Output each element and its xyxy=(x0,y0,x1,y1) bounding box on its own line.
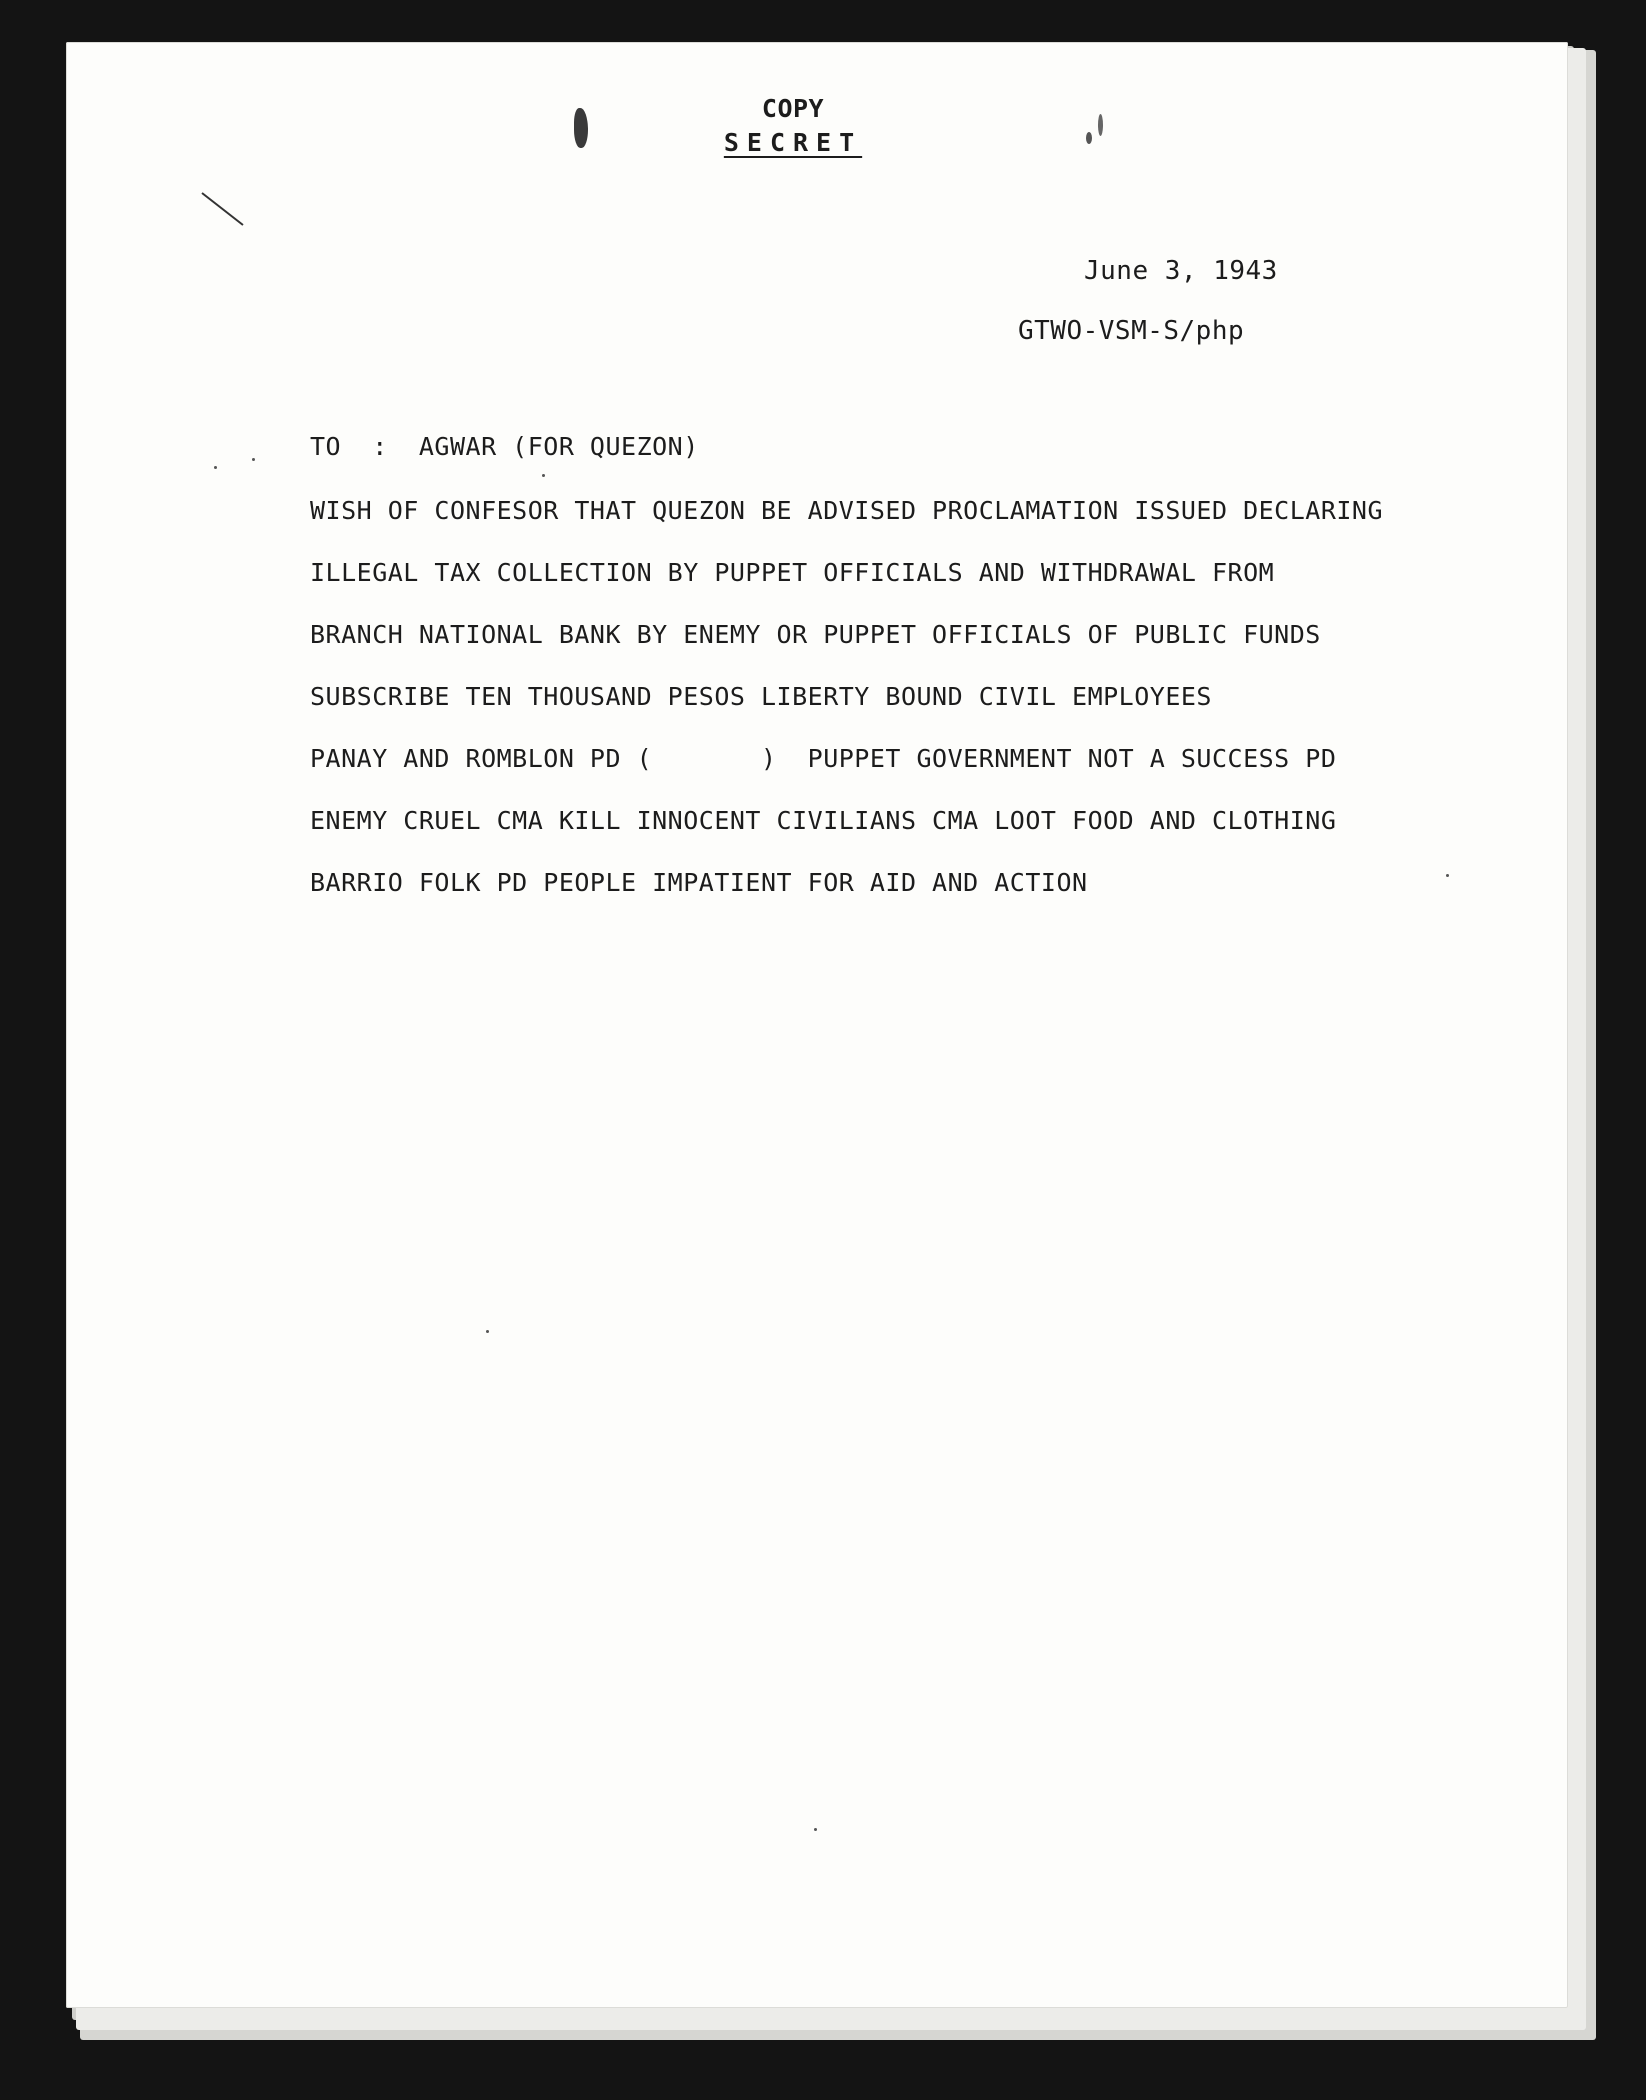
copy-label: COPY xyxy=(761,94,825,123)
body-line: ILLEGAL TAX COLLECTION BY PUPPET OFFICIALS AND WITHDRAWAL FROM xyxy=(310,558,1275,587)
body-line: SUBSCRIBE TEN THOUSAND PESOS LIBERTY BOUND CIVIL EMPLOYEES xyxy=(310,682,1212,711)
addressee-line: TO : AGWAR (FOR QUEZON) xyxy=(310,432,699,461)
reference-code: GTWO-VSM-S/php xyxy=(1018,316,1245,346)
pencil-mark xyxy=(201,192,243,226)
document-page xyxy=(66,42,1568,2008)
body-line: BRANCH NATIONAL BANK BY ENEMY OR PUPPET OFFICIALS OF PUBLIC FUNDS xyxy=(310,620,1321,649)
classification-label xyxy=(42,130,1544,155)
speck xyxy=(252,458,255,461)
speck xyxy=(214,466,217,469)
speck xyxy=(542,474,545,477)
classification-text: SECRET xyxy=(723,128,863,157)
body-line: ENEMY CRUEL CMA KILL INNOCENT CIVILIANS CMA LOOT FOOD AND CLOTHING xyxy=(310,806,1337,835)
speck xyxy=(1446,874,1449,877)
speck xyxy=(814,1828,817,1831)
speck xyxy=(486,1330,489,1333)
body-line: BARRIO FOLK PD PEOPLE IMPATIENT FOR AID AND ACTION xyxy=(310,868,1088,897)
document-date: June 3, 1943 xyxy=(1084,256,1278,286)
body-line: WISH OF CONFESOR THAT QUEZON BE ADVISED PROCLAMATION ISSUED DECLARING xyxy=(310,496,1384,525)
body-line: PANAY AND ROMBLON PD ( ) PUPPET GOVERNMENT NOT A SUCCESS PD xyxy=(310,744,1337,773)
